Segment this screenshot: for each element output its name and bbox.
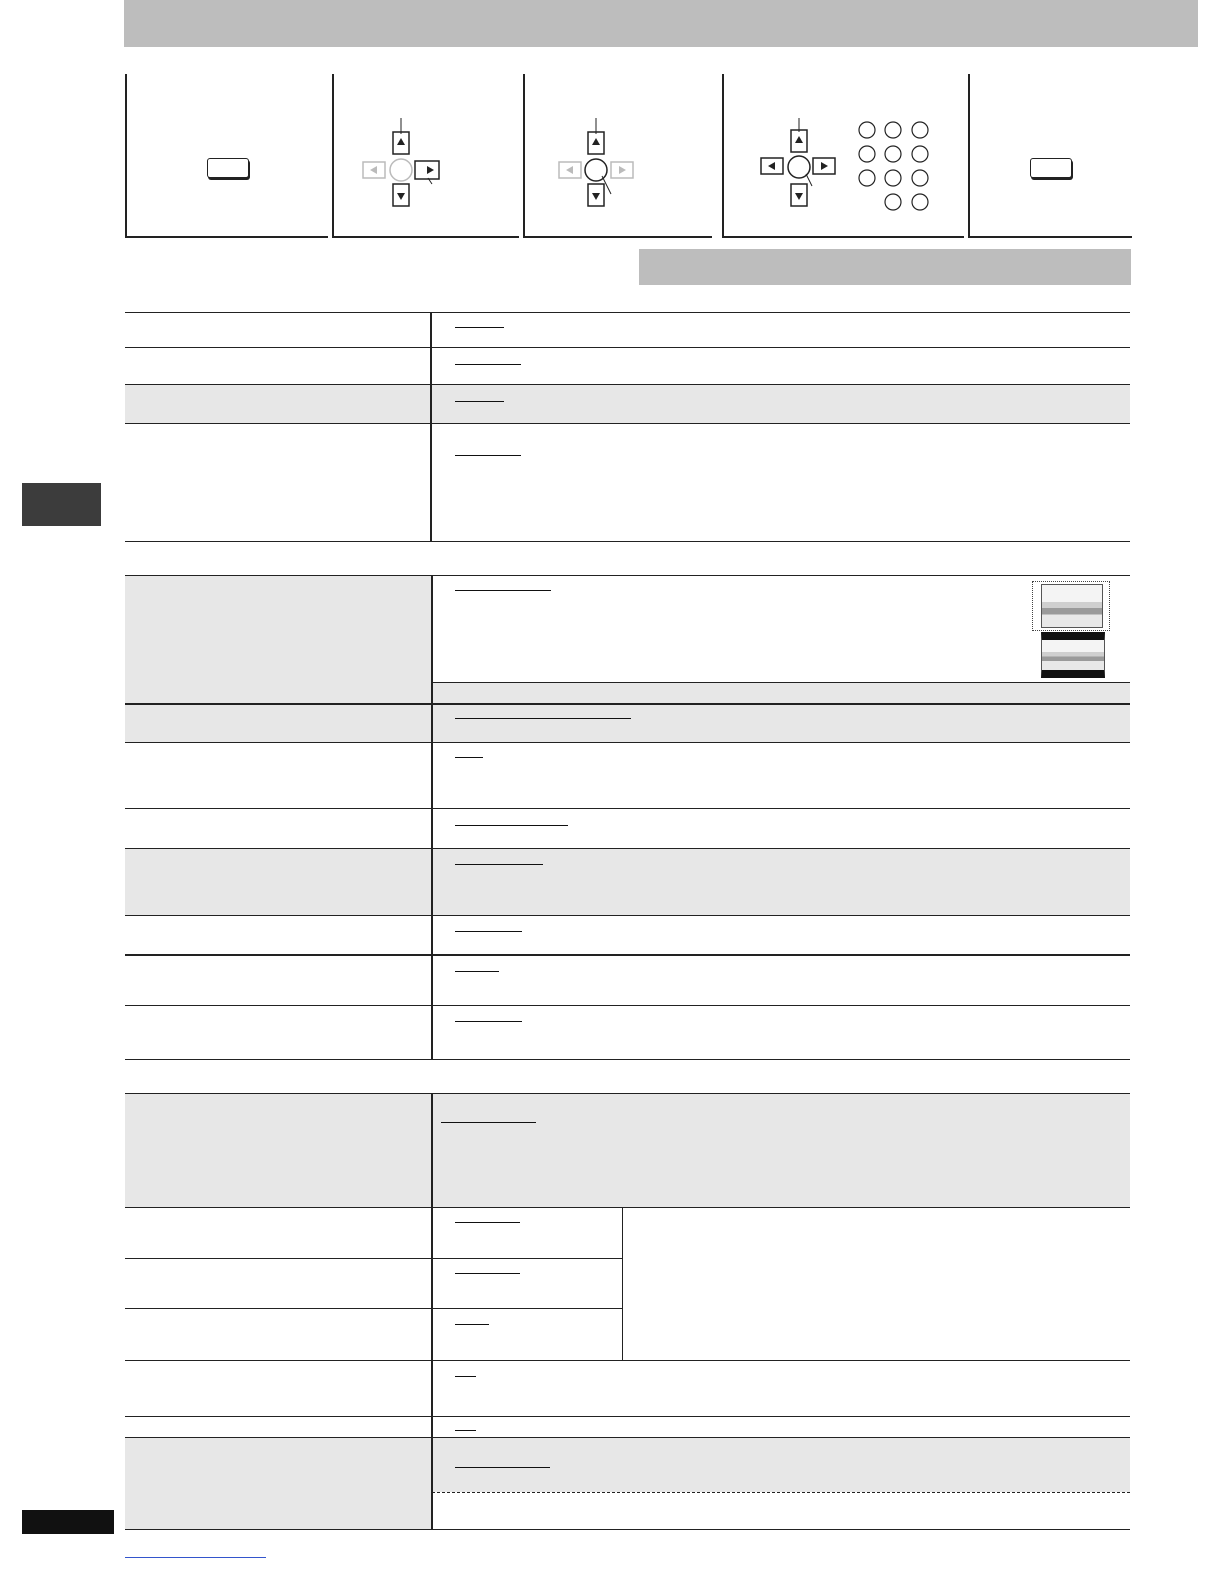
default-setting-mark [455,1324,489,1325]
row-divider [125,1258,623,1259]
default-setting-mark [455,825,568,826]
default-setting-mark [455,364,521,365]
row-divider [125,703,1130,705]
row-divider [125,541,1130,542]
page-number-tab [22,1510,114,1534]
default-setting-mark [455,1273,520,1274]
row-divider [125,312,1130,313]
row-divider [125,1093,1130,1094]
table-row [125,704,1130,742]
row-divider [125,954,1130,956]
table-row [432,683,1130,703]
column-divider [431,575,433,1059]
menu-button-icon [207,158,249,178]
cursor-up-right-icon [334,74,521,238]
row-divider [125,1308,623,1309]
column-divider [431,1093,433,1529]
row-divider [125,1360,1130,1361]
default-setting-mark [455,455,521,456]
step-panel-1 [125,74,328,238]
landscape-image-icon [1041,632,1105,678]
footer-link[interactable] [125,1557,266,1558]
table-row [125,385,1130,423]
row-divider [125,1529,1130,1530]
default-setting-mark [455,1376,476,1377]
default-setting-mark [455,1222,520,1223]
cursor-numeric-keypad-icon [724,74,966,238]
return-button-icon [1030,158,1072,178]
row-divider [125,423,1130,424]
step-panel-5 [968,74,1132,238]
row-divider [125,1059,1130,1060]
dashed-divider [432,1492,1130,1493]
default-setting-mark [455,327,504,328]
table-row [125,849,1130,915]
default-setting-mark [455,931,522,932]
row-divider [125,915,1130,916]
column-divider [430,312,432,541]
cursor-enter-icon [525,74,714,238]
row-divider [125,1437,1130,1438]
default-setting-mark [455,1467,550,1468]
row-divider [125,1005,1130,1006]
row-divider [125,1416,1130,1417]
row-divider [125,848,1130,849]
step-panel-2 [332,74,519,238]
default-setting-mark [441,1122,536,1123]
page-header-band [124,0,1198,47]
default-setting-mark [455,864,543,865]
row-divider [125,347,1130,348]
side-section-tab [22,483,101,526]
row-divider [125,575,1130,576]
column-divider [622,1207,623,1360]
table-row [125,1094,1130,1207]
landscape-image-icon [1041,584,1103,628]
default-setting-mark [455,401,504,402]
default-setting-mark [455,971,499,972]
default-setting-mark [455,757,483,758]
table-row [125,1438,432,1529]
default-setting-mark [455,1430,476,1431]
default-setting-mark [455,1021,522,1022]
row-divider [432,682,1130,683]
section-title-band [639,249,1131,285]
step-panel-3 [523,74,712,238]
default-setting-mark [455,590,551,591]
table-row [432,1438,1130,1492]
row-divider [125,384,1130,385]
row-divider [125,742,1130,743]
row-divider [125,1207,1130,1208]
table-row [125,576,431,703]
default-setting-mark [455,718,631,719]
row-divider [125,808,1130,809]
step-panel-4 [722,74,964,238]
